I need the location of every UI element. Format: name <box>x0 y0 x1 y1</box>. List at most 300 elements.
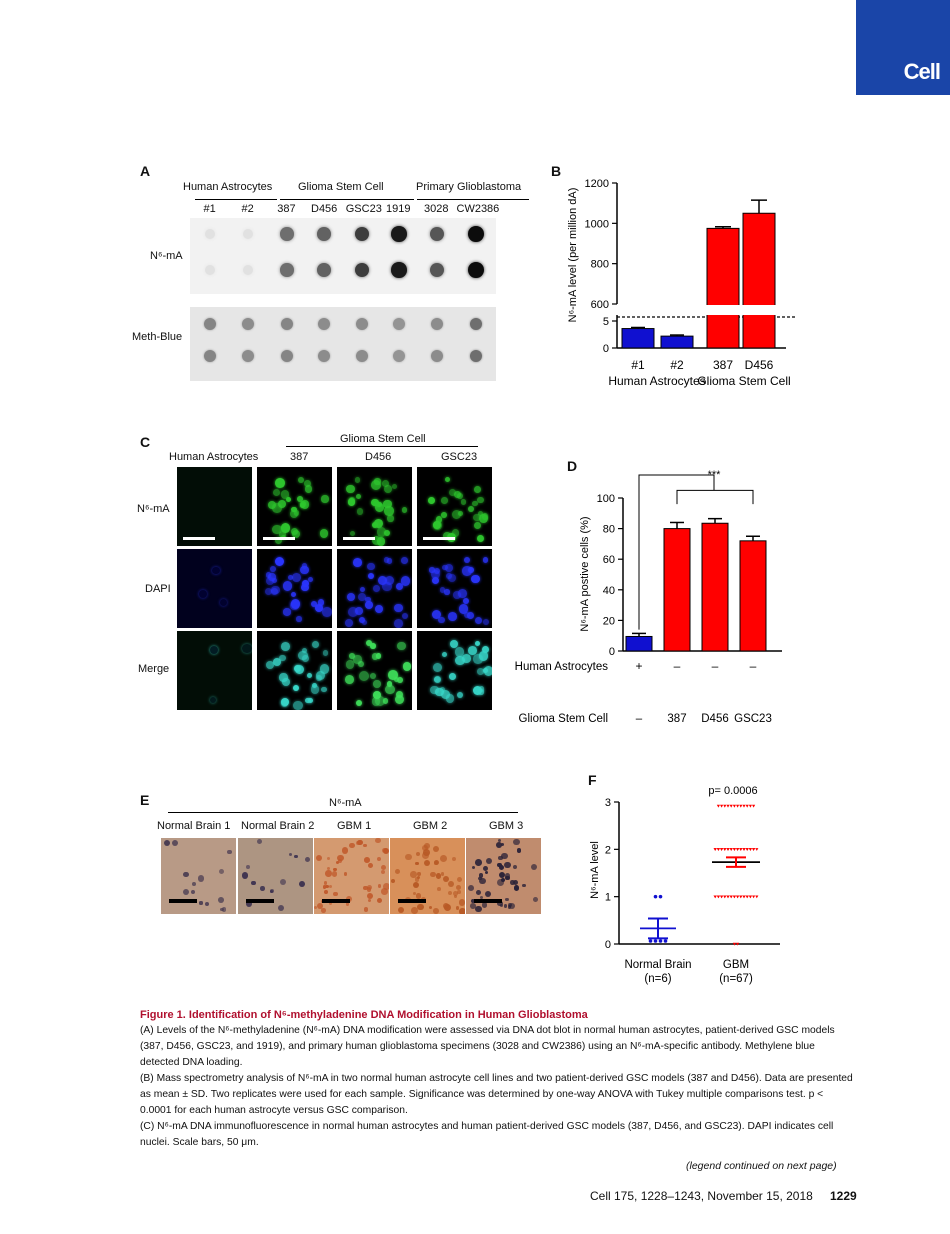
data-point <box>726 848 729 851</box>
y-axis-label: N⁶-mA postive cells (%) <box>579 516 591 632</box>
stained-nucleus <box>496 842 502 848</box>
cell-nucleus <box>394 604 402 612</box>
cell-nucleus <box>346 660 354 668</box>
cell-nucleus <box>450 640 458 648</box>
stained-nucleus <box>220 908 224 912</box>
data-point <box>720 805 723 808</box>
cell-nucleus <box>283 581 293 591</box>
cell-nucleus <box>428 497 435 504</box>
cell-nucleus <box>441 512 447 518</box>
stained-nucleus <box>433 908 439 914</box>
stained-nucleus <box>417 872 420 875</box>
cell-nucleus <box>448 574 456 582</box>
stained-nucleus <box>413 892 416 895</box>
data-point <box>752 848 755 851</box>
methblue-dot <box>204 318 216 330</box>
glioma-group-title: Glioma Stem Cell <box>340 433 426 445</box>
stained-nucleus <box>336 861 339 864</box>
cell-nucleus <box>371 480 381 490</box>
methblue-row-label: Meth-Blue <box>132 331 183 343</box>
cell-nucleus <box>448 612 457 621</box>
sample-label: CW2386 <box>456 203 500 215</box>
cell-nucleus <box>473 514 481 522</box>
cell-nucleus <box>302 655 309 662</box>
ihc-tile <box>314 838 389 914</box>
cell-nucleus <box>279 673 287 681</box>
cell-nucleus <box>370 673 376 679</box>
data-point <box>723 848 726 851</box>
stained-nucleus <box>504 862 510 868</box>
cell-nucleus <box>433 521 441 529</box>
y-tick-label: 20 <box>602 615 615 628</box>
cell-nucleus <box>356 700 362 706</box>
cell-nucleus <box>372 653 378 659</box>
stained-nucleus <box>429 906 433 910</box>
data-point <box>720 848 723 851</box>
sample-label: 3028 <box>424 203 449 215</box>
cell-nucleus <box>367 563 375 571</box>
n6ma-dot <box>430 263 444 277</box>
data-point <box>746 805 749 808</box>
cell-nucleus <box>365 601 373 609</box>
data-point <box>717 848 720 851</box>
stained-nucleus <box>485 891 491 897</box>
stained-nucleus <box>443 876 449 882</box>
data-point <box>736 895 739 898</box>
stained-nucleus <box>436 873 442 879</box>
cell-nucleus <box>471 575 479 583</box>
group-human-astrocytes: Human Astrocytes <box>183 181 273 193</box>
row1-value: + <box>635 659 643 673</box>
bar-break-gap <box>706 305 740 315</box>
stained-nucleus <box>270 889 274 893</box>
cell-nucleus <box>272 578 278 584</box>
stained-nucleus <box>452 857 456 861</box>
data-point <box>736 805 739 808</box>
data-point <box>664 939 668 943</box>
stained-nucleus <box>294 855 297 858</box>
x-tick-label: (n=67) <box>719 973 753 985</box>
stained-nucleus <box>192 882 196 886</box>
data-point <box>714 848 717 851</box>
stained-nucleus <box>413 882 419 888</box>
cell-nucleus <box>444 589 449 594</box>
methblue-dot <box>356 350 368 362</box>
micrograph <box>177 549 252 628</box>
row1-value: – <box>749 659 757 673</box>
stained-nucleus <box>381 870 385 874</box>
data-point <box>723 895 726 898</box>
cell-nucleus <box>279 655 286 662</box>
stained-nucleus <box>219 869 224 874</box>
cell-nucleus <box>477 535 484 542</box>
stained-nucleus <box>533 897 538 902</box>
cell-nucleus <box>283 608 290 615</box>
stained-nucleus <box>377 857 381 861</box>
data-point <box>749 895 752 898</box>
stained-nucleus <box>368 863 373 868</box>
stained-nucleus <box>344 872 347 875</box>
cell-nucleus <box>464 557 470 563</box>
cell-nucleus <box>345 675 354 684</box>
cell-nucleus <box>360 587 365 592</box>
data-point <box>742 848 745 851</box>
cell-nucleus <box>312 641 319 648</box>
group-label: Glioma Stem Cell <box>697 374 791 388</box>
sample-label: 1919 <box>386 203 411 215</box>
cell-nucleus <box>296 616 301 621</box>
data-point <box>746 895 749 898</box>
data-point <box>659 939 663 943</box>
stained-nucleus <box>280 879 286 885</box>
cell-nucleus <box>442 652 447 657</box>
cell-nucleus <box>311 601 317 607</box>
micrograph <box>257 549 332 628</box>
stained-nucleus <box>415 862 418 865</box>
stained-nucleus <box>510 880 515 885</box>
n6ma-dot <box>391 226 406 241</box>
cell-nucleus <box>373 585 380 592</box>
title-underline <box>168 812 518 813</box>
data-point <box>717 805 720 808</box>
cell-nucleus <box>373 680 381 688</box>
cell-nucleus <box>462 654 471 663</box>
cell-nucleus <box>281 700 288 707</box>
cell-nucleus <box>290 510 298 518</box>
cell-nucleus <box>305 485 313 493</box>
stained-nucleus <box>485 871 488 874</box>
stained-nucleus <box>497 879 504 886</box>
y-tick-label: 0 <box>608 646 615 658</box>
stained-nucleus <box>342 847 348 853</box>
stained-nucleus <box>364 857 370 863</box>
stained-nucleus <box>478 877 481 880</box>
col-gbm-3: GBM 3 <box>489 820 524 832</box>
data-point <box>739 895 742 898</box>
cell-nucleus <box>458 511 464 517</box>
stained-nucleus <box>227 850 231 854</box>
data-point <box>733 805 736 808</box>
caption-para-b: (B) Mass spectrometry analysis of N⁶-mA in two normal human astrocyte cell lines and two patient-derived GSC models (387 and D456). Data are presented as mean ± SD. Two replicates were used for each sample. Significance was determined by one-way ANOVA with Tukey multiple comparisons test. p < 0.0001 for each human astrocyte versus GSC comparison. <box>140 1073 853 1116</box>
cell-nucleus <box>270 566 276 572</box>
stained-nucleus <box>382 848 387 853</box>
stained-nucleus <box>183 889 189 895</box>
data-point <box>752 895 755 898</box>
stained-nucleus <box>198 875 205 882</box>
stained-nucleus <box>513 839 520 846</box>
stained-nucleus <box>430 872 436 878</box>
stained-nucleus <box>391 879 395 883</box>
stained-nucleus <box>486 858 492 864</box>
n6ma-dot <box>468 262 484 278</box>
y-tick-label: 40 <box>602 584 615 597</box>
data-point <box>723 805 726 808</box>
cell-nucleus <box>271 586 280 595</box>
micrograph <box>337 467 412 546</box>
stained-nucleus <box>513 865 517 869</box>
cell-nucleus <box>320 664 329 673</box>
stained-nucleus <box>251 881 255 885</box>
n6ma-dot <box>317 227 331 241</box>
n6ma-dot <box>468 226 484 242</box>
stained-nucleus <box>383 883 389 890</box>
data-point <box>654 939 658 943</box>
data-point <box>755 895 758 898</box>
cell-nucleus <box>321 495 328 502</box>
row-label: Human Astrocytes <box>514 661 608 673</box>
x-tick-label: #1 <box>631 358 645 372</box>
data-point <box>739 805 742 808</box>
data-point <box>720 895 723 898</box>
y-tick-label: 0 <box>604 939 611 951</box>
data-point <box>746 848 749 851</box>
scale-bar <box>398 899 426 903</box>
stained-nucleus <box>242 872 249 879</box>
cell-nucleus <box>378 576 387 585</box>
stained-nucleus <box>367 893 373 899</box>
cell-nucleus <box>468 506 474 512</box>
stained-nucleus <box>437 887 441 891</box>
data-point <box>730 805 733 808</box>
methblue-dot <box>204 350 216 362</box>
cell-nucleus <box>449 673 456 680</box>
group-glioma-stem-cell: Glioma Stem Cell <box>298 181 384 193</box>
data-point <box>654 895 658 899</box>
journal-logo: Cell <box>903 59 940 84</box>
ihc-tile <box>466 838 541 914</box>
stained-nucleus <box>316 855 322 861</box>
stained-nucleus <box>314 906 317 909</box>
cell-nucleus <box>321 687 326 692</box>
cell-nucleus <box>220 599 227 606</box>
row-label: Glioma Stem Cell <box>518 713 608 725</box>
stained-nucleus <box>299 881 305 887</box>
stained-nucleus <box>363 844 367 848</box>
methblue-dot <box>470 318 482 330</box>
stained-nucleus <box>505 898 509 902</box>
cell-nucleus <box>385 685 395 695</box>
scale-bar <box>343 537 375 540</box>
sample-label: D456 <box>311 203 338 215</box>
y-tick-label: 1 <box>604 891 611 904</box>
data-point <box>742 805 745 808</box>
journal-badge <box>856 0 950 95</box>
cell-nucleus <box>242 644 251 653</box>
stained-nucleus <box>172 840 178 846</box>
cell-nucleus <box>477 497 483 503</box>
cell-nucleus <box>348 607 358 617</box>
stained-nucleus <box>246 865 250 869</box>
stained-nucleus <box>164 840 170 846</box>
panel-d-chart <box>500 462 800 734</box>
cell-nucleus <box>483 557 488 562</box>
scale-bar <box>322 899 350 903</box>
ihc-tile <box>238 838 313 914</box>
caption-para-c: (C) N⁶-mA DNA immunofluorescence in normal human astrocytes and human patient-derived GSC models (387, D456, and GSC23). DAPI indicates cell nuclei. Scale bars, 50 μm. <box>140 1121 834 1148</box>
cell-nucleus <box>377 527 386 536</box>
micrograph <box>257 467 332 546</box>
y-tick-label: 1200 <box>584 178 609 190</box>
stained-nucleus <box>327 857 330 860</box>
cell-nucleus <box>458 589 467 598</box>
significance-mark: *** <box>707 469 721 481</box>
cell-nucleus <box>464 612 470 618</box>
cell-nucleus <box>210 646 218 654</box>
stained-nucleus <box>395 869 400 874</box>
cell-nucleus <box>293 685 299 691</box>
data-point <box>755 848 758 851</box>
cell-nucleus <box>357 508 364 515</box>
bar <box>661 336 693 348</box>
cell-nucleus <box>290 601 299 610</box>
group-primary-glioblastoma: Primary Glioblastoma <box>416 181 522 193</box>
ihc-tile <box>390 838 465 914</box>
stained-nucleus <box>441 872 444 875</box>
cell-nucleus <box>346 485 355 494</box>
data-point <box>726 805 729 808</box>
data-point <box>739 848 742 851</box>
cell-nucleus <box>320 529 329 538</box>
group-underline <box>286 446 478 447</box>
cell-nucleus <box>387 558 393 564</box>
data-point <box>714 895 717 898</box>
cell-nucleus <box>455 647 464 656</box>
stained-nucleus <box>417 904 424 911</box>
sample-label: #1 <box>203 203 216 215</box>
ihc-title: N⁶-mA <box>329 797 362 809</box>
dot-blot-n6ma <box>190 218 496 294</box>
micrograph <box>257 631 332 710</box>
row1-value: – <box>673 659 681 673</box>
row-merge: Merge <box>138 663 170 675</box>
cell-nucleus <box>275 478 285 488</box>
stained-nucleus <box>499 865 504 870</box>
panel-b-chart <box>560 170 860 395</box>
y-tick-label: 60 <box>602 554 615 567</box>
stained-nucleus <box>349 843 354 848</box>
data-point <box>717 895 720 898</box>
row2-value: GSC23 <box>734 713 772 725</box>
stained-nucleus <box>405 854 412 861</box>
cell-nucleus <box>483 619 489 625</box>
micrograph <box>177 631 252 710</box>
methblue-dot <box>242 318 254 330</box>
cell-nucleus <box>359 671 369 681</box>
stained-nucleus <box>501 853 507 859</box>
col-gsc23: GSC23 <box>441 451 478 463</box>
methblue-dot <box>242 350 254 362</box>
stained-nucleus <box>416 852 420 856</box>
bar <box>743 213 775 348</box>
n6ma-dot <box>280 227 293 240</box>
stained-nucleus <box>329 885 332 888</box>
methblue-dot <box>431 350 443 362</box>
data-point <box>733 848 736 851</box>
scale-bar <box>246 899 274 903</box>
col-d456: D456 <box>365 451 392 463</box>
cell-nucleus <box>461 499 466 504</box>
col-gbm-1: GBM 1 <box>337 820 372 832</box>
cell-nucleus <box>345 619 353 627</box>
cell-nucleus <box>463 598 469 604</box>
cell-nucleus <box>293 701 303 710</box>
stained-nucleus <box>323 885 326 888</box>
stained-nucleus <box>325 870 332 877</box>
stained-nucleus <box>433 846 439 852</box>
scale-bar <box>423 537 455 540</box>
methblue-dot <box>393 350 405 362</box>
row2-value: 387 <box>667 713 687 725</box>
cell-nucleus <box>468 646 477 655</box>
sample-label: GSC23 <box>345 203 382 215</box>
stained-nucleus <box>381 865 386 870</box>
stained-nucleus <box>434 861 437 864</box>
stained-nucleus <box>514 885 519 890</box>
data-point <box>752 805 755 808</box>
cell-nucleus <box>445 477 450 482</box>
cell-nucleus <box>307 673 312 678</box>
methblue-dot <box>356 318 368 330</box>
cell-nucleus <box>273 489 280 496</box>
y-tick-label: 5 <box>602 316 609 328</box>
cell-nucleus <box>302 648 307 653</box>
cell-nucleus <box>479 651 489 661</box>
n6ma-dot <box>280 263 293 276</box>
stained-nucleus <box>375 838 380 843</box>
cell-nucleus <box>440 587 445 592</box>
stained-nucleus <box>333 892 338 897</box>
stained-nucleus <box>468 885 474 891</box>
cell-nucleus <box>474 522 482 530</box>
stained-nucleus <box>278 905 284 911</box>
micrograph <box>337 631 412 710</box>
cell-nucleus <box>308 698 313 703</box>
stained-nucleus <box>378 884 382 888</box>
stained-nucleus <box>357 840 362 845</box>
data-point <box>749 805 752 808</box>
cell-nucleus <box>210 697 216 703</box>
panel-d-label: D <box>567 458 578 474</box>
row2-value: – <box>635 713 643 725</box>
scale-bar <box>263 537 295 540</box>
cell-nucleus <box>362 620 367 625</box>
cell-nucleus <box>291 592 296 597</box>
col-gbm-2: GBM 2 <box>413 820 448 832</box>
cell-nucleus <box>300 566 308 574</box>
bar <box>664 529 690 651</box>
micrograph <box>337 549 412 628</box>
n6ma-row-label: N⁶-mA <box>150 250 183 262</box>
stained-nucleus <box>459 908 465 914</box>
legend-continued: (legend continued on next page) <box>686 1160 837 1172</box>
cell-nucleus <box>392 484 398 490</box>
cell-nucleus <box>387 515 393 521</box>
y-tick-label: 80 <box>602 523 615 536</box>
data-point <box>749 848 752 851</box>
stained-nucleus <box>257 839 263 845</box>
cell-nucleus <box>368 573 375 580</box>
dot-blot-methblue <box>190 307 496 381</box>
x-tick-label: (n=6) <box>644 973 672 985</box>
cell-nucleus <box>441 497 448 504</box>
y-tick-label: 0 <box>602 343 609 355</box>
y-tick-label: 2 <box>604 844 611 857</box>
row2-value: D456 <box>701 713 729 725</box>
stained-nucleus <box>367 887 372 892</box>
y-axis-label: N⁶-mA level <box>589 841 601 899</box>
stained-nucleus <box>476 890 481 895</box>
panel-e-label: E <box>140 792 150 808</box>
